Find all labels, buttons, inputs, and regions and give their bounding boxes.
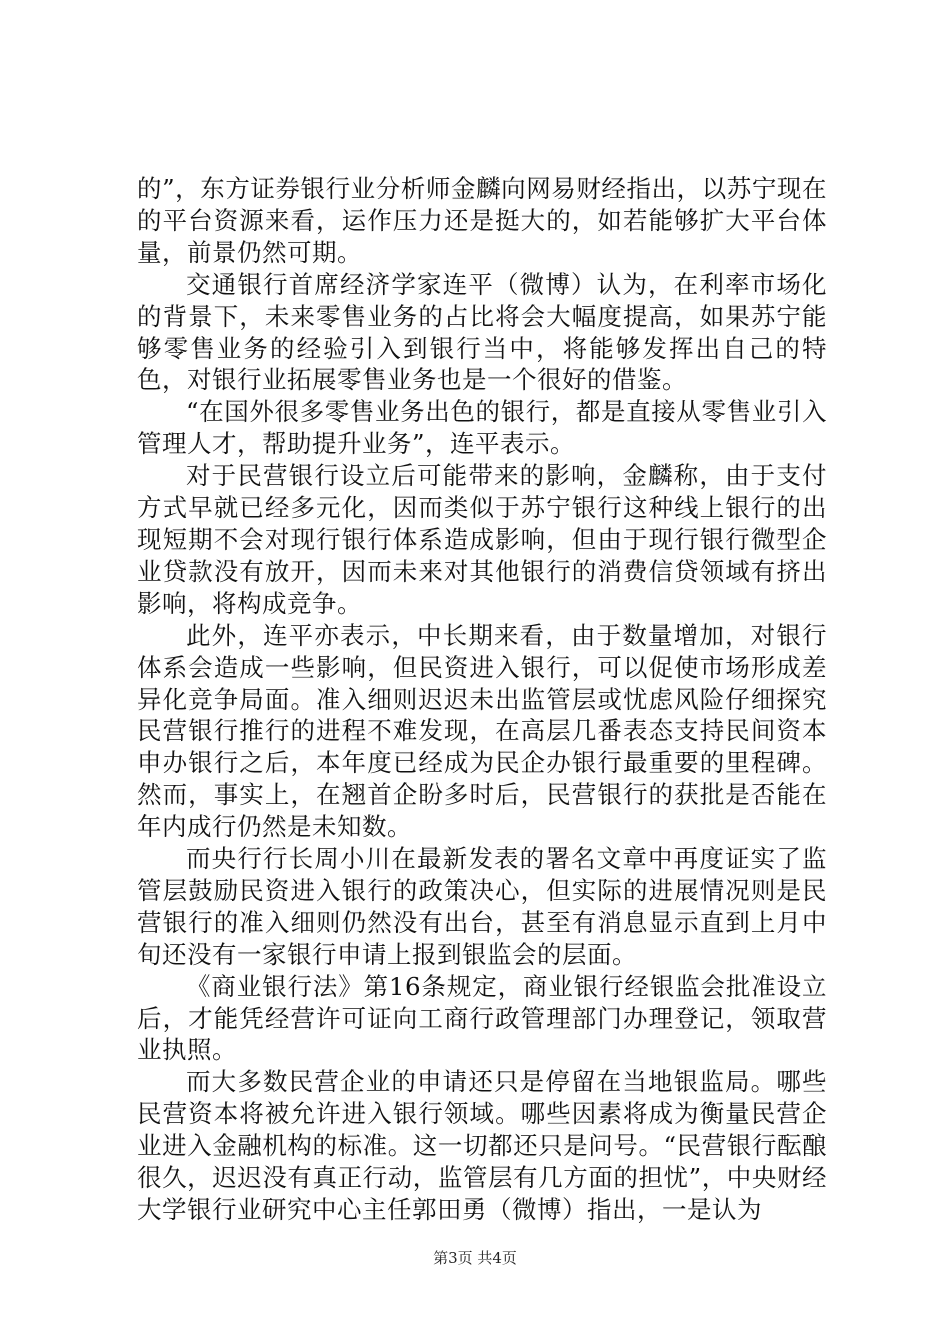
paragraph: 《商业银行法》第16条规定，商业银行经银监会批准设立后，才能凭经营许可证向工商行政管理部门办理登记，领取营业执照。 xyxy=(137,971,827,1065)
paragraph: 而大多数民营企业的申请还只是停留在当地银监局。哪些民营资本将被允许进入银行领域。哪些因素将成为衡量民营企业进入金融机构的标准。这一切都还只是问号。“民营银行酝酿很久，迟迟没有真正行动，监管层有几方面的担忧”，中央财经大学银行业研究中心主任郭田勇（微博）指出，一是认为 xyxy=(137,1067,827,1224)
paragraph-continuation: 的”，东方证券银行业分析师金麟向网易财经指出，以苏宁现在的平台资源来看，运作压力还是挺大的，如若能够扩大平台体量，前景仍然可期。 xyxy=(137,174,827,267)
paragraph: “在国外很多零售业务出色的银行，都是直接从零售业引入管理人才，帮助提升业务”，连平表示。 xyxy=(137,397,827,459)
paragraph: 交通银行首席经济学家连平（微博）认为，在利率市场化的背景下，未来零售业务的占比将会大幅度提高，如果苏宁能够零售业务的经验引入到银行当中，将能够发挥出自己的特色，对银行业拓展零售业务也是一个很好的借鉴。 xyxy=(137,269,827,395)
page-footer: 第3页 共4页 xyxy=(433,1249,517,1267)
paragraph: 而央行行长周小川在最新发表的署名文章中再度证实了监管层鼓励民资进入银行的政策决心，但实际的进展情况则是民营银行的准入细则仍然没有出台，甚至有消息显示直到上月中旬还没有一家银行申请上报到银监会的层面。 xyxy=(137,844,827,969)
paragraph: 此外，连平亦表示，中长期来看，由于数量增加，对银行体系会造成一些影响，但民资进入银行，可以促使市场形成差异化竞争局面。准入细则迟迟未出监管层或忧虑风险仔细探究民营银行推行的进程不难发现，在高层几番表态支持民间资本申办银行之后，本年度已经成为民企办银行最重要的里程碑。然而，事实上，在翘首企盼多时后，民营银行的获批是否能在年内成行仍然是未知数。 xyxy=(137,620,827,842)
paragraph: 对于民营银行设立后可能带来的影响，金麟称，由于支付方式早就已经多元化，因而类似于苏宁银行这种线上银行的出现短期不会对现行银行体系造成影响，但由于现行银行微型企业贷款没有放开，因而未来对其他银行的消费信贷领域有挤出影响，将构成竞争。 xyxy=(137,461,827,618)
article-body xyxy=(137,173,827,1226)
